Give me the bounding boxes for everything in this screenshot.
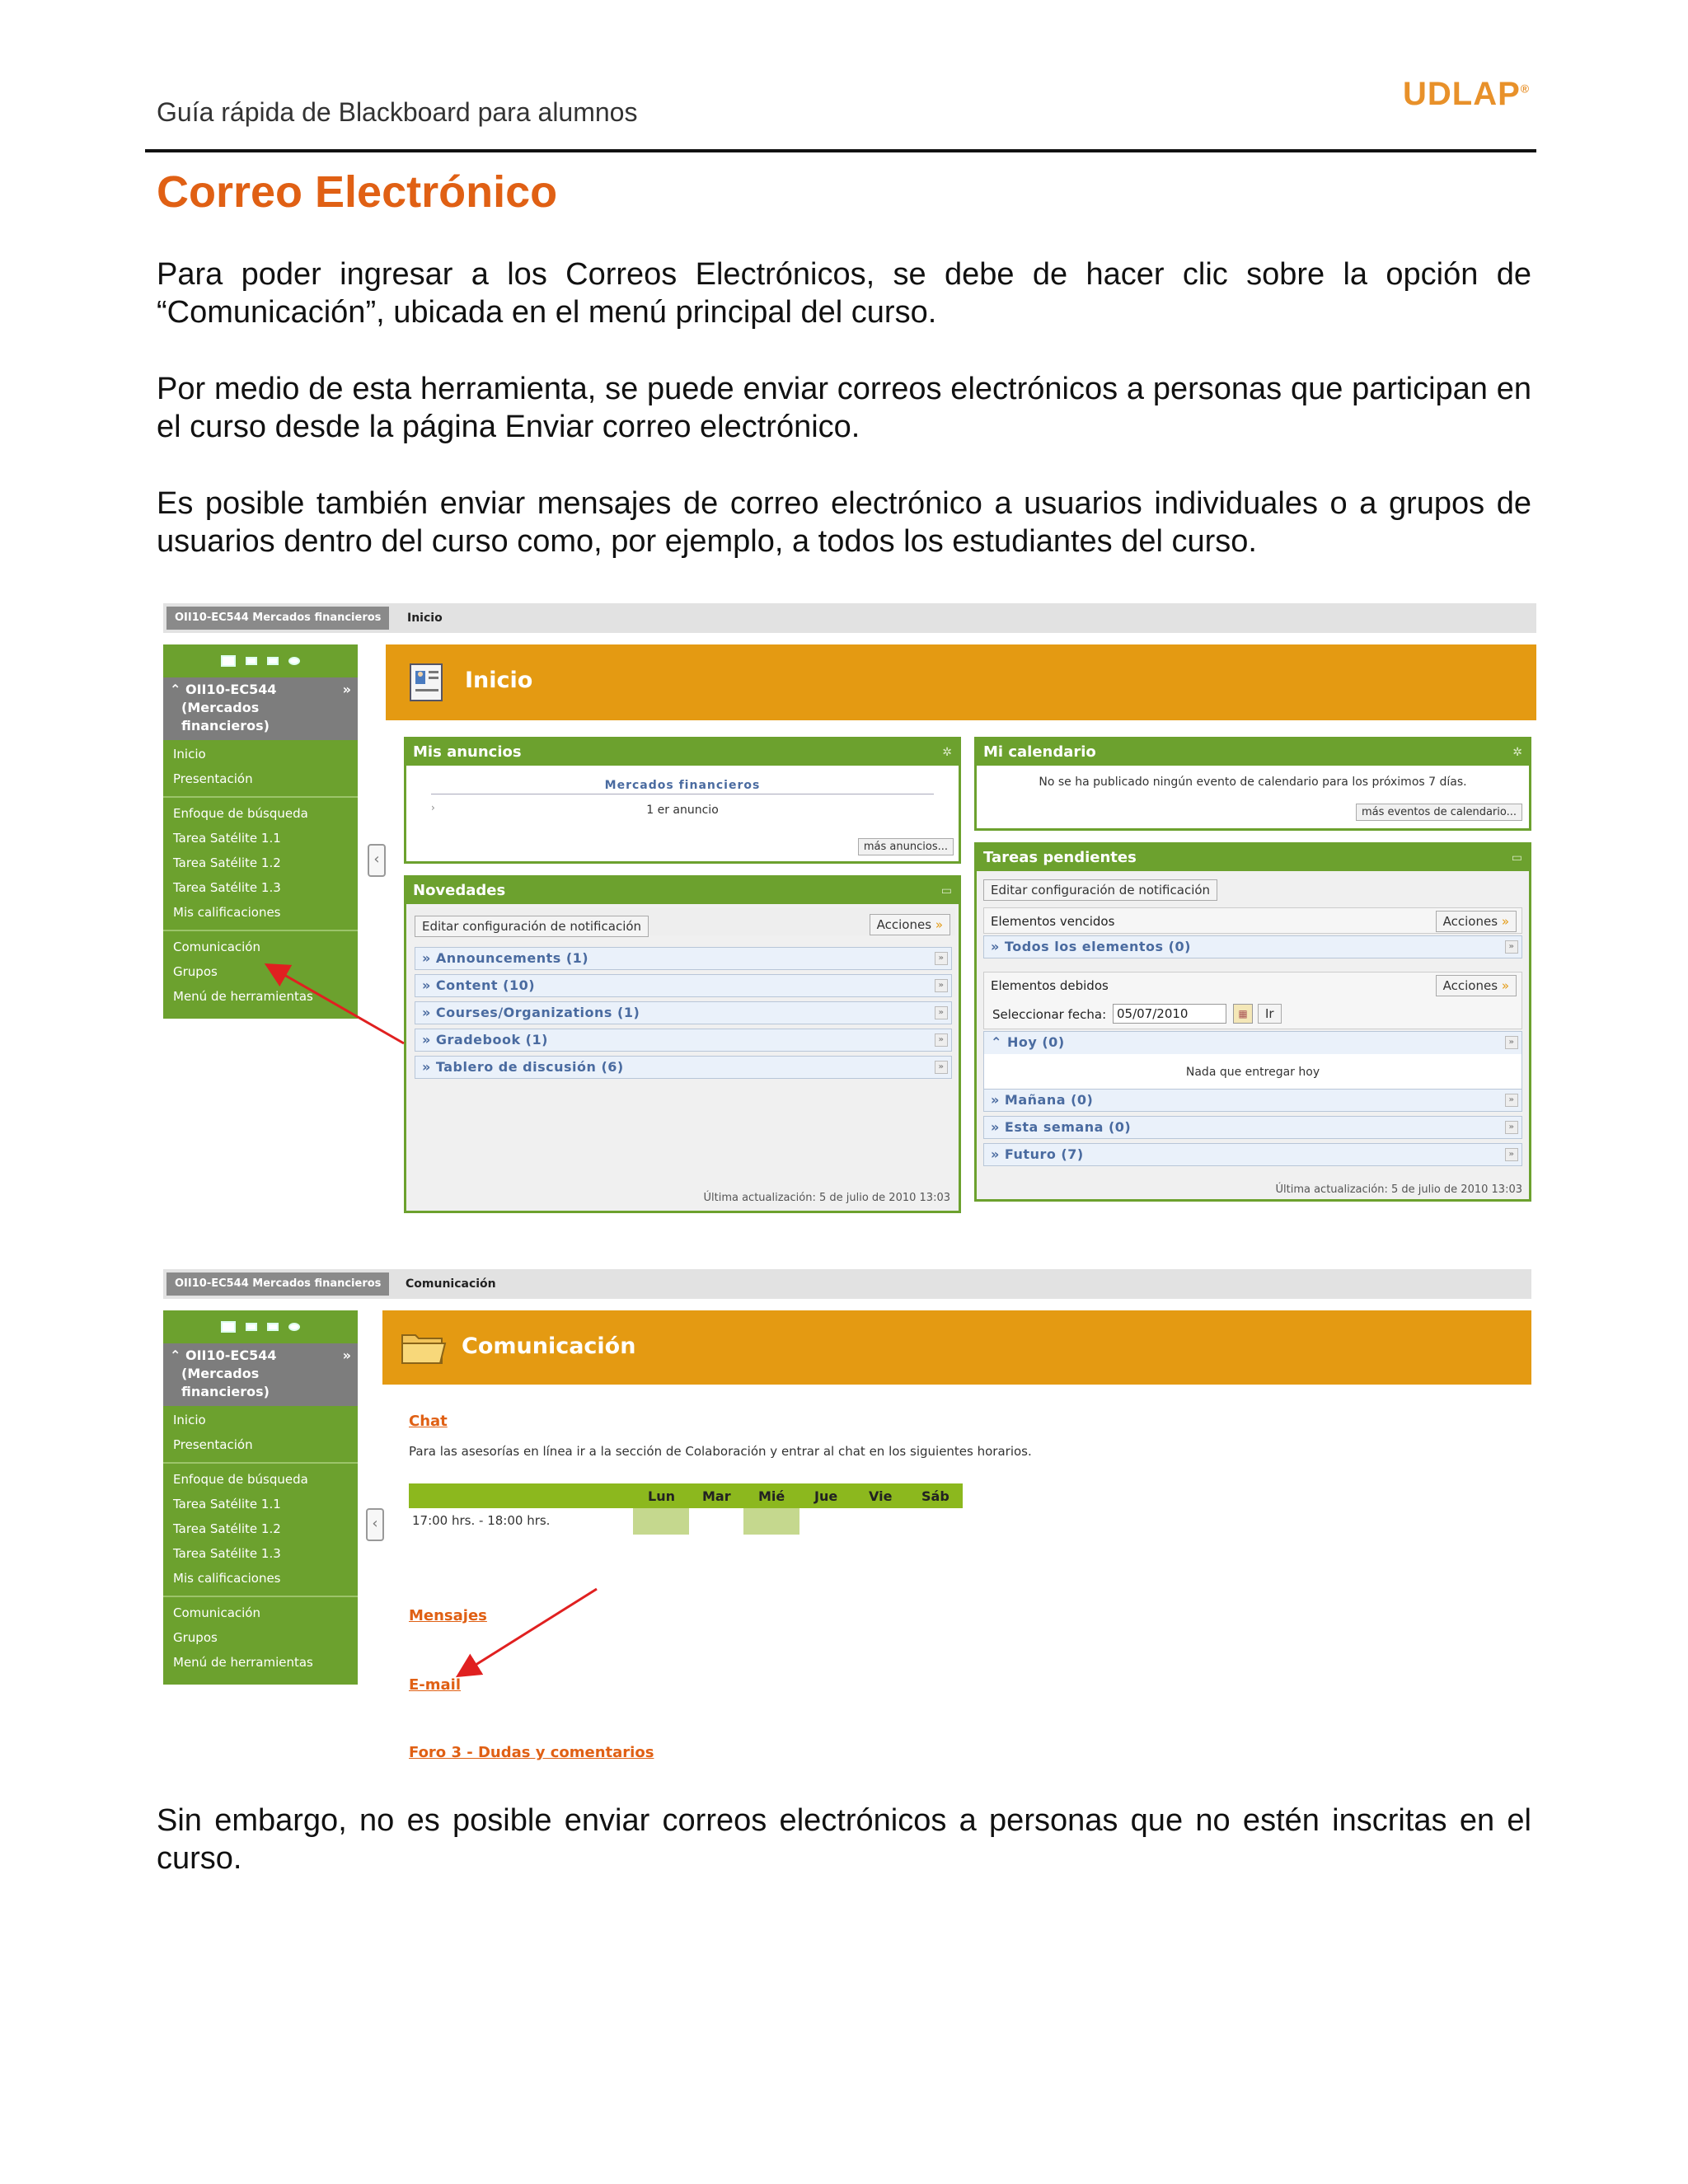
- actions-button[interactable]: Acciones »: [1436, 975, 1517, 996]
- chevron-right-icon[interactable]: »: [342, 682, 351, 697]
- annotation-arrow: [163, 1269, 1536, 1764]
- closing-paragraph: Sin embargo, no es posible enviar correos electrónicos a personas que no estén inscritas en el curso.: [157, 1803, 1531, 1876]
- bar-todos-elementos[interactable]: » Todos los elementos (0) »: [983, 935, 1522, 958]
- expand-icon: »: [1505, 1094, 1518, 1107]
- anuncios-course: Mercados financieros: [431, 779, 934, 794]
- course-title[interactable]: ⌃ OII10-EC544 (Mercados financieros) »: [163, 677, 358, 740]
- last-updated: Última actualización: 5 de julio de 2010 13:03: [703, 1192, 950, 1204]
- day-sab: Sáb: [921, 1488, 950, 1504]
- collapse-icon: »: [1505, 1036, 1518, 1049]
- expand-icon: »: [935, 952, 948, 965]
- menu-item-inicio[interactable]: Inicio: [173, 747, 206, 762]
- menu-item-calificaciones[interactable]: Mis calificaciones: [173, 905, 281, 920]
- course-title[interactable]: ⌃ OII10-EC544 (Mercados financieros) »: [163, 1343, 358, 1406]
- bar-announcements[interactable]: » Announcements (1) »: [415, 947, 952, 970]
- nothing-due-text: Nada que entregar hoy: [1185, 1066, 1320, 1079]
- menu-item-grupos[interactable]: Grupos: [173, 964, 218, 979]
- expand-icon: »: [935, 1006, 948, 1019]
- day-mar: Mar: [702, 1488, 731, 1504]
- paragraph-2: Por medio de esta herramienta, se puede enviar correos electrónicos a personas que participan en el curso desde la página Enviar correo electrónico.: [157, 372, 1531, 444]
- more-events-link[interactable]: más eventos de calendario...: [1356, 804, 1522, 821]
- banner-title: Comunicación: [462, 1333, 636, 1359]
- elementos-vencidos-label: Elementos vencidos: [991, 914, 1115, 929]
- window-icon[interactable]: ▭: [1511, 851, 1522, 865]
- go-button[interactable]: Ir: [1258, 1004, 1282, 1024]
- collapse-menu-button[interactable]: ‹: [366, 1508, 384, 1541]
- anuncio-item[interactable]: 1 er anuncio: [646, 804, 719, 817]
- chat-description: Para las asesorías en línea ir a la sección de Colaboración y entrar al chat en los siguientes horarios.: [409, 1444, 1032, 1459]
- bar-futuro[interactable]: » Futuro (7) »: [983, 1143, 1522, 1166]
- menu-item-tarea-1-3[interactable]: Tarea Satélite 1.3: [173, 1546, 281, 1561]
- elementos-debidos-label: Elementos debidos: [991, 978, 1109, 993]
- bar-courses[interactable]: » Courses/Organizations (1) »: [415, 1001, 952, 1024]
- menu-item-comunicacion[interactable]: Comunicación: [173, 940, 260, 954]
- menu-item-calificaciones[interactable]: Mis calificaciones: [173, 1571, 281, 1586]
- expand-icon: »: [935, 1061, 948, 1074]
- menu-item-tarea-1-2[interactable]: Tarea Satélite 1.2: [173, 1521, 281, 1536]
- paragraph-3: Es posible también enviar mensajes de correo electrónico a usuarios individuales o a grupos de usuarios dentro del curso como, por ejemplo, a todos los estudiantes del curso.: [157, 486, 1531, 559]
- menu-item-inicio[interactable]: Inicio: [173, 1413, 206, 1427]
- date-input[interactable]: 05/07/2010: [1113, 1004, 1226, 1024]
- bar-esta-semana[interactable]: » Esta semana (0) »: [983, 1116, 1522, 1139]
- mensajes-link[interactable]: Mensajes: [409, 1607, 487, 1624]
- panel-title: Mis anuncios ✲: [406, 739, 959, 766]
- gear-icon[interactable]: ✲: [942, 746, 952, 759]
- bar-tablero[interactable]: » Tablero de discusión (6) »: [415, 1056, 952, 1079]
- day-jue: Jue: [814, 1488, 838, 1504]
- menu-item-enfoque[interactable]: Enfoque de búsqueda: [173, 806, 308, 821]
- menu-item-comunicacion[interactable]: Comunicación: [173, 1605, 260, 1620]
- header-rule: [145, 149, 1536, 152]
- chevron-right-icon: ›: [431, 802, 435, 813]
- actions-button[interactable]: Acciones »: [870, 914, 950, 935]
- expand-icon: »: [1505, 940, 1518, 954]
- panel-title: Tareas pendientes ▭: [977, 845, 1529, 871]
- expand-icon: »: [935, 1033, 948, 1047]
- day-lun: Lun: [648, 1488, 675, 1504]
- menu-item-herramientas[interactable]: Menú de herramientas: [173, 989, 313, 1004]
- menu-item-tarea-1-3[interactable]: Tarea Satélite 1.3: [173, 880, 281, 895]
- page-title: Correo Electrónico: [157, 167, 558, 217]
- chat-link[interactable]: Chat: [409, 1413, 448, 1430]
- gear-icon[interactable]: ✲: [1512, 746, 1522, 759]
- window-icon[interactable]: ▭: [940, 884, 952, 898]
- menu-item-tarea-1-2[interactable]: Tarea Satélite 1.2: [173, 855, 281, 870]
- breadcrumb-page: Inicio: [407, 612, 443, 625]
- paragraph-1: Para poder ingresar a los Correos Electrónicos, se debe de hacer clic sobre la opción de “Comunicación”, ubicada en el menú principal del curso.: [157, 257, 1531, 330]
- actions-button[interactable]: Acciones »: [1436, 911, 1517, 932]
- screenshot-inicio: [163, 603, 1536, 1221]
- panel-title: Mi calendario ✲: [977, 739, 1529, 766]
- email-link[interactable]: E-mail: [409, 1676, 462, 1694]
- menu-item-presentacion[interactable]: Presentación: [173, 771, 253, 786]
- bar-gradebook[interactable]: » Gradebook (1) »: [415, 1029, 952, 1052]
- edit-notification-button[interactable]: Editar configuración de notificación: [983, 879, 1217, 901]
- foro-link[interactable]: Foro 3 - Dudas y comentarios: [409, 1744, 654, 1761]
- menu-item-tarea-1-1[interactable]: Tarea Satélite 1.1: [173, 1497, 281, 1511]
- bar-hoy[interactable]: ⌃ Hoy (0) »: [983, 1031, 1522, 1054]
- breadcrumb-course[interactable]: OII10-EC544 Mercados financieros: [166, 1272, 389, 1296]
- annotation-arrow: [163, 603, 1536, 1221]
- day-mie: Mié: [758, 1488, 785, 1504]
- breadcrumb-page: Comunicación: [406, 1277, 496, 1291]
- bar-manana[interactable]: » Mañana (0) »: [983, 1089, 1522, 1112]
- screenshot-comunicacion: [163, 1269, 1536, 1764]
- menu-item-enfoque[interactable]: Enfoque de búsqueda: [173, 1472, 308, 1487]
- expand-icon: »: [1505, 1148, 1518, 1161]
- banner-title: Inicio: [465, 668, 533, 693]
- menu-item-tarea-1-1[interactable]: Tarea Satélite 1.1: [173, 831, 281, 846]
- document-header-title: Guía rápida de Blackboard para alumnos: [157, 97, 638, 127]
- schedule-hours: 17:00 hrs. - 18:00 hrs.: [412, 1513, 551, 1528]
- menu-item-presentacion[interactable]: Presentación: [173, 1437, 253, 1452]
- panel-title: Novedades ▭: [406, 878, 959, 904]
- expand-icon: »: [935, 979, 948, 992]
- collapse-menu-button[interactable]: ‹: [368, 844, 386, 877]
- menu-item-herramientas[interactable]: Menú de herramientas: [173, 1655, 313, 1670]
- breadcrumb-course[interactable]: OII10-EC544 Mercados financieros: [166, 607, 389, 630]
- select-date-label: Seleccionar fecha:: [992, 1007, 1107, 1022]
- menu-item-grupos[interactable]: Grupos: [173, 1630, 218, 1645]
- last-updated: Última actualización: 5 de julio de 2010 13:03: [1275, 1183, 1522, 1196]
- chevron-right-icon[interactable]: »: [342, 1347, 351, 1363]
- udlap-logo: UDLAP®: [1403, 76, 1531, 112]
- day-vie: Vie: [869, 1488, 893, 1504]
- expand-icon: »: [1505, 1121, 1518, 1134]
- edit-notification-button[interactable]: Editar configuración de notificación: [415, 916, 649, 937]
- bar-content[interactable]: » Content (10) »: [415, 974, 952, 997]
- more-announcements-link[interactable]: más anuncios...: [858, 838, 954, 855]
- calendar-icon[interactable]: ▦: [1233, 1004, 1253, 1024]
- calendar-message: No se ha publicado ningún evento de calendario para los próximos 7 días.: [1039, 776, 1467, 789]
